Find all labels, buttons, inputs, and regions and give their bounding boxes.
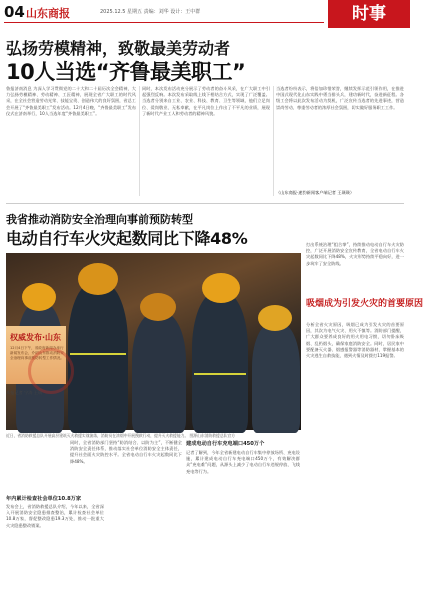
masthead-rule [4, 22, 324, 23]
authority-release-promo [6, 326, 66, 384]
masthead [0, 0, 410, 26]
smoking-body-text: 分析全省火灾原因，吸烟已成为引发火灾的首要原因，其次为电气火灾、用火不慎等。消防部门提醒，广大群众要养成良好的用火用电习惯，切勿卧床吸烟、乱扔烟头，确保家庭消防安全。同时，居民家中要配备灭火器、烟感报警器等消防器材，掌握基本的火灾逃生自救技能，遇到火情及时拨打119报警。 [306, 322, 404, 359]
subhead-charging: 建成电动自行车充电端口450万个 [186, 441, 265, 447]
column-divider [273, 86, 274, 196]
promo-title: 权威发布·山东 [10, 333, 62, 342]
section-tag: 时事 [328, 0, 410, 28]
lead-byline [276, 190, 404, 198]
lead-body-mid [142, 86, 270, 198]
fire-right-intro [306, 242, 404, 292]
inspections-body-text: 发布会上，省消防救援总队介绍，今年以来，全省深入开展消防安全隐患排查整治，累计检查社会单位10.8万家，督促整改隐患19.3万处，推动一批重大火灾隐患整改销案。 [6, 504, 104, 528]
lead-headline-kicker: 弘扬劳模精神，致敬最美劳动者 [6, 39, 231, 58]
subhead-smoking-1 [306, 296, 423, 309]
fire-right-intro-text: 打出系统治理“组合拳”，持续推动电动自行车火灾防控，广泛开展消防安全宣传教育，全省电动自行车火灾起数同比下降48%，火灾形势持续平稳向好，进一步筑牢了安全防线。 [306, 242, 404, 266]
lead-headline-main: 10人当选“齐鲁最美职工” [6, 60, 246, 84]
lead-body-right [276, 86, 404, 190]
lead-body-right-text: 当选者纷纷表示，将倍加珍惜荣誉，继续发挥示范引领作用，在推进中国式现代化山东实践中勇当排头兵，建功新时代，奋进新征程。各级工会将以此次发布活动为契机，广泛宣传当选者的先进事迹，营造崇尚劳动、尊重劳动者的浓厚社会氛围，切实做好服务职工工作。 [276, 86, 404, 110]
issue-meta: 2025.12.5 星期五 责编：刘华 设计：王中群 [100, 9, 201, 15]
charging-body [186, 450, 300, 596]
promo-followup [6, 390, 66, 486]
lead-body-mid-text: 同时，本次发布活动充分展示了劳动者的奋斗风采，在广大职工中引起强烈反响。本次发布采取线上线下相结合方式，实现了广泛覆盖。当选者分别来自工业、农业、科技、教育、卫生等领域，他们立足岗位、爱岗敬业、无私奉献，在平凡岗位上作出了不平凡的业绩，展现了新时代产业工人和劳动者的精神风貌。 [142, 86, 270, 116]
paper-name: 山东商报 [26, 7, 70, 20]
section-divider [6, 203, 404, 204]
subhead-smoking-text: 吸烟成为引发火灾的首要原因 [306, 299, 423, 309]
promo-decoration [28, 348, 74, 394]
subhead-inspections: 年内累计检查社会单位10.8万家 [6, 496, 82, 502]
fire-headline-kicker: 我省推动消防安全治理向事前预防转型 [6, 213, 193, 226]
lead-body-left-text: 鲁报济南消息 为深入学习贯彻党的二十大和二十届历次全会精神，大力弘扬劳模精神、劳动精神、工匠精神，展现全省广大职工的时代风采，在全社会营造劳动光荣、技能宝贵、创造伟大的良好氛围，省总工会开展了“齐鲁最美职工”发布活动。12月4日晚，“齐鲁最美职工”发布仪式在济南举行，10人当选年度“齐鲁最美职工”。 [6, 86, 136, 116]
column-divider [139, 86, 140, 196]
smoking-body [306, 322, 404, 596]
promo-subtitle: 12月4日下午，省政府新闻办举行新闻发布会，介绍山东推动消防安全治理向事前预防转型工作情况。 [10, 346, 64, 360]
lead-body-left [6, 86, 136, 198]
mid-body-a [70, 440, 182, 590]
photo-caption: 近日，省消防救援总队开展高层建筑灭火救援实战演练，消防员在浓烟中开展搜救行动，提升灭火救援能力。 图源山东消防救援总队官方 [6, 433, 236, 438]
promo-byline: 本报记者 宁涛 王瑞 [6, 390, 43, 395]
lead-byline-text: （山东商报·速豹新闻客户端记者 王瑛瑛） [276, 190, 355, 195]
charging-body-text: 记者了解到，今年全省新建电动自行车集中停放场所、充电设施，累计建成电动自行车充电端口450万个，有效解决群众“充电难”问题，从源头上减少了电动自行车违规停放、飞线充电等行为。 [186, 450, 300, 474]
fire-headline-main: 电动自行车火灾起数同比下降48% [6, 229, 248, 248]
page-number: 04 [4, 3, 25, 21]
mid-body-a-text: 同时，全省消防部门坚持“防消结合、以防为主”，不断健全消防安全责任体系，推动落实社会单位消防安全主体责任，提升社会面火灾防控水平。全省电动自行车火灾起数同比下降48%。 [70, 440, 182, 464]
